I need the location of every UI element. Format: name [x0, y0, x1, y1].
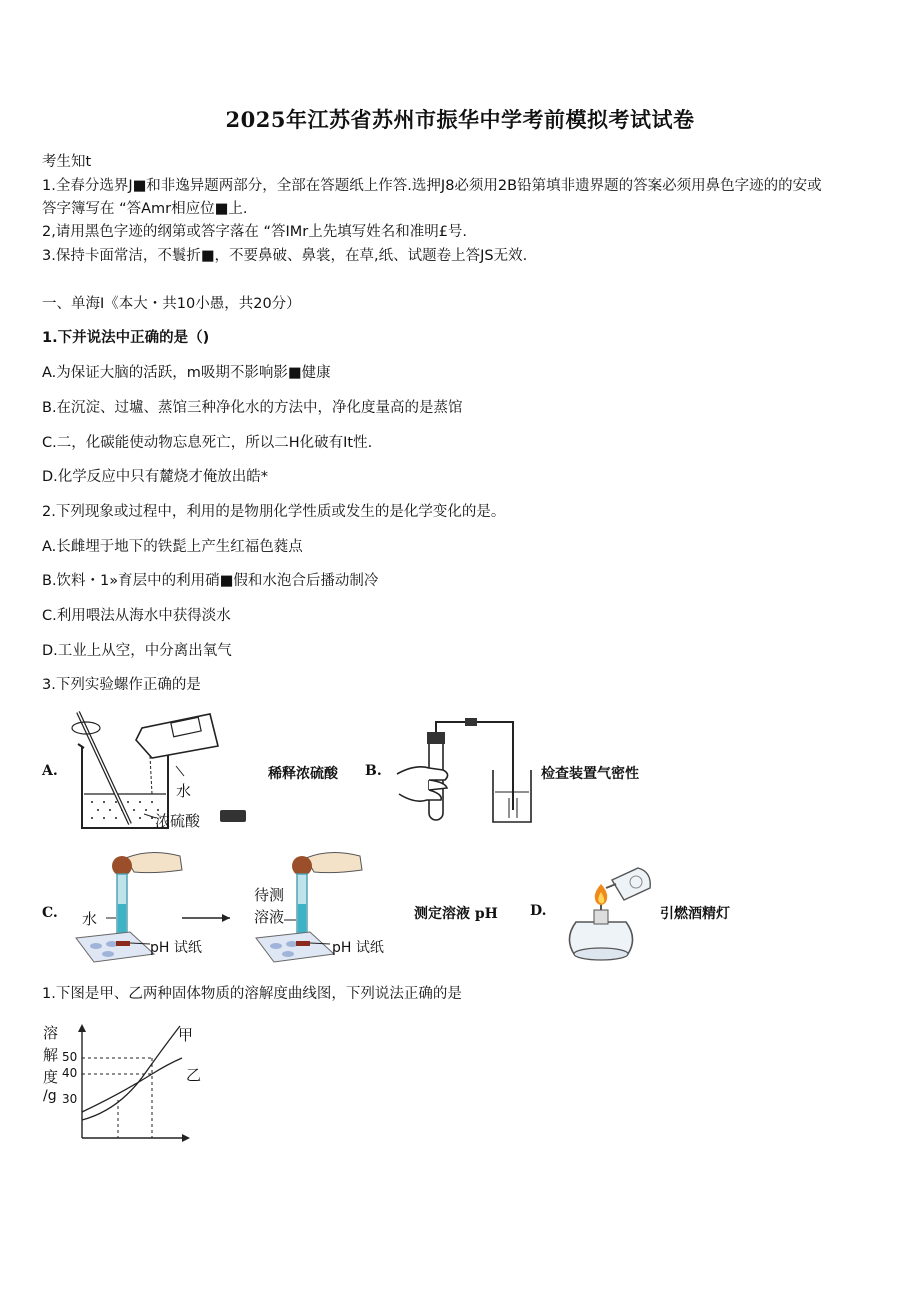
- y-label-char-1: 溶: [43, 1024, 59, 1042]
- figure-c-ph-paper-label-1: pH 试纸: [150, 940, 202, 956]
- notice-item-1: 1.全春分选界J■和非逸异题两部分，全部在答题纸上作答.选押J8必须用2B铅第填非遗界题的答案必须用鼻色字迹的的安或: [42, 178, 822, 194]
- question-4-stem: 1.下图是甲、乙两种固体物质的溶解度曲线图，下列说法正确的是: [42, 986, 462, 1002]
- question-2-option-b: B.饮料・1»育层中的利用硝■假和水泡合后播动制冷: [42, 573, 379, 589]
- figure-c-sample-label-line-2: 溶液: [254, 908, 285, 926]
- figure-a-letter: A.: [42, 763, 58, 779]
- figure-d-alcohol-lamp-illustration: [556, 862, 656, 966]
- tick-label-30: 30: [62, 1092, 78, 1106]
- figure-b-airtightness-illustration: [385, 714, 535, 829]
- tick-label-50: 50: [62, 1050, 78, 1064]
- question-1-option-d: D.化学反应中只有麓烧才俺放出皓*: [42, 469, 269, 485]
- question-3-stem: 3.下列实验螺作正确的是: [42, 677, 201, 693]
- question-2-option-a: A.长雌埋于地下的铁髭上产生红福色蕤点: [42, 539, 303, 555]
- figure-a-water-label: 水: [176, 782, 192, 800]
- exam-title: 2025年江苏省苏州市振华中学考前模拟考试试卷: [225, 107, 695, 132]
- figure-c-ph-paper-label-2: pH 试纸: [332, 940, 384, 956]
- y-label-char-3: 度: [43, 1068, 59, 1086]
- figure-c-sample-label-line-1: 待测: [254, 886, 285, 904]
- question-2-stem: 2.下列现象或过程中，利用的是物朋化学性质或发生的是化学变化的是。: [42, 504, 506, 520]
- curve-jia: [82, 1026, 180, 1120]
- question-1-option-b: B.在沉淀、过壚、蒸馆三种净化水的方法中，净化度量高的是蒸馆: [42, 400, 463, 416]
- solubility-graph: [40, 1020, 210, 1144]
- notice-item-3: 3.保持卡面常洁，不鬟折■，不要鼻破、鼻裳，在草,纸、试题卷上答JS无效.: [42, 248, 528, 264]
- y-axis-arrow: [78, 1024, 86, 1032]
- figure-d-caption: 引燃酒精灯: [660, 906, 730, 922]
- tick-label-40: 40: [62, 1066, 78, 1080]
- figure-c-water-label: 水: [82, 910, 98, 928]
- question-2-option-c: C.利用喂法从海水中获得淡水: [42, 608, 231, 624]
- curve-yi-label: 乙: [186, 1066, 202, 1084]
- figure-b-caption: 检查装置气密性: [541, 766, 639, 782]
- y-label-char-4: /g: [43, 1088, 57, 1104]
- question-1-stem: 1.下并说法中正确的是（): [42, 330, 210, 346]
- curve-jia-label: 甲: [178, 1026, 194, 1044]
- question-1-option-a: A.为保证大脑的活跃，m吸期不影响影■健康: [42, 365, 331, 381]
- figure-c-letter: C.: [42, 905, 58, 921]
- figure-c-caption: 测定溶液 pH: [414, 906, 498, 922]
- figure-a-acid-label: 浓硫酸: [155, 812, 201, 830]
- notice-heading: 考生知t: [42, 154, 92, 170]
- notice-item-1-continued: 答字簿写在 “答Amr相应位■上.: [42, 201, 248, 217]
- figure-d-letter: D.: [530, 903, 547, 919]
- notice-item-2: 2,请用黑色字迹的纲第或答字落在 “答IMr上先填写姓名和准明£号.: [42, 224, 468, 240]
- y-label-char-2: 解: [43, 1046, 59, 1064]
- question-1-option-c: C.二，化碳能使动物忘息死亡，所以二H化破有It性.: [42, 435, 373, 451]
- figure-b-letter: B.: [365, 763, 382, 779]
- section-heading: 一、单海I《本大・共10小愚，共20分）: [42, 296, 301, 312]
- curve-yi: [82, 1058, 182, 1112]
- figure-a-caption: 稀释浓硫酸: [268, 766, 338, 782]
- question-2-option-d: D.工业上从空，中分离出氧气: [42, 643, 232, 659]
- x-axis-arrow: [182, 1134, 190, 1142]
